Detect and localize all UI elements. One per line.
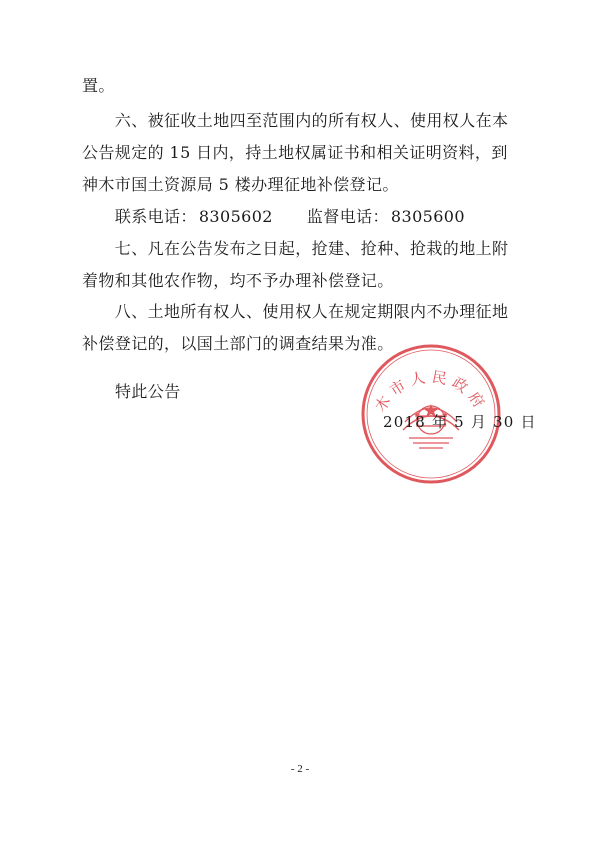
paragraph-line-1: 置。 xyxy=(82,76,115,95)
phone-number: 8305602 xyxy=(198,207,273,226)
document-date: 2018 年 5 月 30 日 xyxy=(383,413,537,431)
paragraph-line-6: 着物和其他农作物，均不予办理补偿登记。 xyxy=(82,271,394,290)
phone-label: 联系电话： xyxy=(114,207,197,226)
paragraph-line-5: 七、凡在公告发布之日起，抢建、抢种、抢栽的地上附 xyxy=(82,239,509,258)
paragraph-line-7: 八、土地所有权人、使用权人在规定期限内不办理征地 xyxy=(82,302,509,321)
paragraph-line-2: 六、被征收土地四至范围内的所有权人、使用权人在本 xyxy=(82,111,509,130)
supervise-number: 8305600 xyxy=(390,207,465,226)
paragraph-line-4: 神木市国土资源局 5 楼办理征地补偿登记。 xyxy=(82,175,399,194)
page-number: - 2 - xyxy=(290,763,310,775)
paragraph-line-3: 公告规定的 15 日内，持土地权属证书和相关证明资料，到 xyxy=(82,143,508,162)
contact-line xyxy=(82,207,465,227)
paragraph-line-8: 补偿登记的，以国土部门的调查结果为准。 xyxy=(82,334,394,353)
supervise-label: 监督电话： xyxy=(306,207,389,226)
seal-text: 木市人民政府 xyxy=(371,367,491,416)
closing-text: 特此公告 xyxy=(115,382,181,401)
